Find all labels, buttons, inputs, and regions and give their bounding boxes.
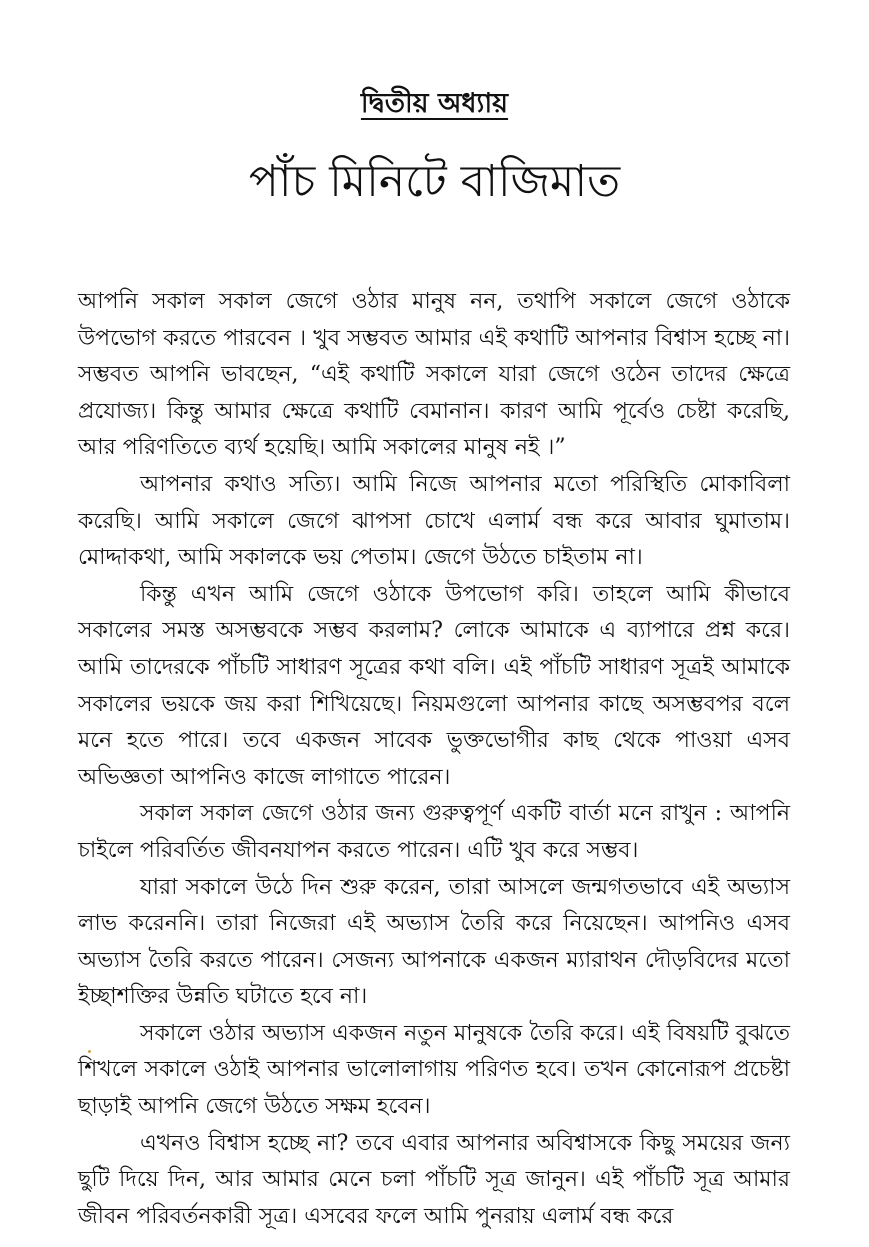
chapter-title: পাঁচ মিনিটে বাজিমাত <box>248 156 621 207</box>
paragraph: আপনার কথাও সত্যি। আমি নিজে আপনার মতো পরিস্থিতি মোকাবিলা করেছি। আমি সকালে জেগে ঝাপসা চোখে এলার্ম বন্ধ করে আবার ঘুমাতাম। মোদ্দাকথা, আমি সকালকে ভয় পেতাম। জেগে উঠতে চাইতাম না। <box>78 471 790 571</box>
paragraph: যারা সকালে উঠে দিন শুরু করেন, তারা আসলে জন্মগতভাবে এই অভ্যাস লাভ করেননি। তারা নিজেরা এই অভ্যাস তৈরি করে নিয়েছেন। আপনিও এসব অভ্যাস তৈরি করতে পারেন। সেজন্য আপনাকে একজন ম্যারাথন দৌড়বিদের মতো ইচ্ছাশক্তির উন্নতি ঘটাতে হবে না। <box>78 874 790 1010</box>
paragraph: সকালে ওঠার অভ্যাস একজন নতুন মানুষকে তৈরি করে। এই বিষয়টি বুঝতে শিখলে সকালে ওঠাই আপনার ভালোলাগায় পরিণত হবে। তখন কোনোরূপ প্রচেষ্টা ছাড়াই আপনি জেগে উঠতে সক্ষম হবেন। <box>78 1020 790 1120</box>
paragraph: সকাল সকাল জেগে ওঠার জন্য গুরুত্বপূর্ণ একটি বার্তা মনে রাখুন : আপনি চাইলে পরিবর্তিত জীবনযাপন করতে পারেন। এটি খুব করে সম্ভব। <box>78 801 790 863</box>
body-text <box>78 284 790 1235</box>
paragraph: এখনও বিশ্বাস হচ্ছে না? তবে এবার আপনার অবিশ্বাসকে কিছু সময়ের জন্য ছুটি দিয়ে দিন, আর আমার মেনে চলা পাঁচটি সূত্র জানুন। এই পাঁচটি সূত্র আমার জীবন পরিবর্তনকারী সূত্র। এসবের ফলে আমি পুনরায় এলার্ম বন্ধ করে <box>78 1130 790 1229</box>
paper-speck <box>88 1050 91 1053</box>
paragraph: কিন্তু এখন আমি জেগে ওঠাকে উপভোগ করি। তাহলে আমি কীভাবে সকালের সমস্ত অসম্ভবকে সম্ভব করলাম? লোকে আমাকে এ ব্যাপারে প্রশ্ন করে। আমি তাদেরকে পাঁচটি সাধারণ সূত্রের কথা বলি। এই পাঁচটি সাধারণ সূত্রই আমাকে সকালের ভয়কে জয় করা শিখিয়েছে। নিয়মগুলো আপনার কাছে অসম্ভবপর বলে মনে হতে পারে। তবে একজন সাবেক ভুক্তভোগীর কাছ থেকে পাওয়া এসব অভিজ্ঞতা আপনিও কাজে লাগাতে পারেন। <box>78 581 790 790</box>
chapter-label-text: দ্বিতীয় অধ্যায় <box>360 88 509 119</box>
paragraph: আপনি সকাল সকাল জেগে ওঠার মানুষ নন, তথাপি সকালে জেগে ওঠাকে উপভোগ করতে পারবেন । খুব সম্ভবত আমার এই কথাটি আপনার বিশ্বাস হচ্ছে না। সম্ভবত আপনি ভাবছেন, “এই কথাটি সকালে যারা জেগে ওঠেন তাদের ক্ষেত্রে প্রযোজ্য। কিন্তু আমার ক্ষেত্রে কথাটি বেমানান। কারণ আমি পূর্বেও চেষ্টা করেছি, আর পরিণতিতে ব্যর্থ হয়েছি। আমি সকালের মানুষ নই ।” <box>78 289 790 461</box>
chapter-label <box>0 84 869 124</box>
